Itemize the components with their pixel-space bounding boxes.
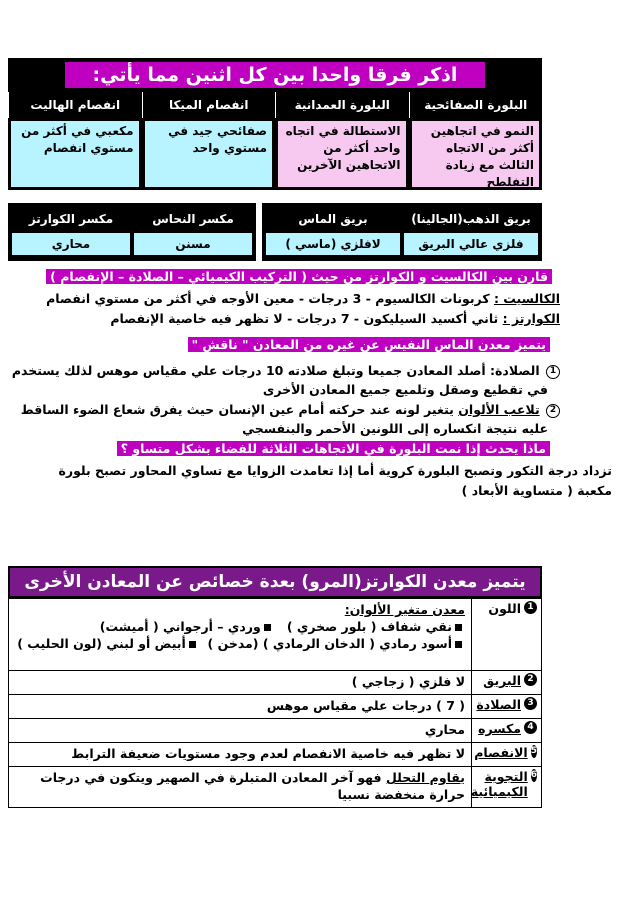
play-of-colors-label: تلاعب الألوان [458,402,540,417]
compare-heading: قارن بين الكالسيت و الكوارتز من حيث ( التركيب الكيميائي – الصلادة – الإنفصام ) [46,268,552,286]
property-value: لا تظهر فيه خاصية الانفصام لعدم وجود مستويات ضعيفة الترابط [71,746,465,761]
hardness-label: الصلادة: [490,363,540,378]
calcite-line [46,290,560,308]
value-copper-fracture: مسنن [134,233,252,255]
table-row [9,599,541,671]
header-columnar-crystal: البلورة العمدانية [275,92,409,118]
crystal-text-1: تزداد درجة التكور وتصبح البلورة كروية أما إذا تعامدت الزوايا مع تساوي المحاور تصبح بلورة [58,463,612,478]
crystal-text-2: مكعبة ( متساوية الأبعاد ) [461,483,612,498]
play-of-colors-text: يتغير لونه عند حركته أمام عين الإنسان حيث يفرق شعاع الضوء الساقط [20,402,454,417]
value-gold-luster: فلزي عالي البريق [404,233,538,255]
color-heading: معدن متغير الألوان: [344,602,465,617]
header-quartz-fracture: مكسر الكوارتز [28,212,114,226]
property-key: 4 مكسره [471,719,541,742]
title-bar [8,58,542,92]
header-mica-cleavage: انفصام الميكا [142,92,276,118]
luster-table [262,203,542,261]
fracture-table [8,203,256,261]
cell-columnar-crystal: الاستطالة في اتجاه واحد أكثر من الاتجاهين الآخرين [278,121,406,187]
table-row [9,767,541,807]
property-key: 2 البريق [471,671,541,694]
property-key: 6 التجوية الكيميائية [471,767,541,807]
quartz-properties-table [8,598,542,808]
number-badge: 2 [546,404,560,418]
quartz-title: يتميز معدن الكوارتز(المرو) بعدة خصائص عن المعادن الأخرى [10,568,540,596]
header-platy-crystal: البلورة الصفائحية [409,92,543,118]
cell-halite-cleavage: مكعبي في أكثر من مستوي انفصام [11,121,139,187]
cell-platy-crystal: النمو في اتجاهين أكثر من الاتجاه الثالث مع زيادة التفلطح [412,121,540,187]
property-value-color [9,599,471,670]
crystal-heading: ماذا يحدث إذا نمت البلورة في الاتجاهات الثلاثة للفضاء بشكل متساو ؟ [117,440,550,458]
property-key: 1 اللون [471,599,541,670]
value-quartz-fracture: محاري [12,233,130,255]
property-value: لا فلزي ( زجاجي ) [351,674,465,689]
table-row [9,719,541,743]
header-gold-luster: بريق الذهب(الجالينا) [411,212,531,226]
diamond-point-1 [12,362,560,380]
calcite-label: الكالسيت : [493,291,560,306]
diamond-heading: يتميز معدن الماس النفيس عن غيره من المعادن " ناقش " [188,336,550,354]
value-diamond-luster: لافلزي (ماسي ) [266,233,400,255]
table-row [9,695,541,719]
header-halite-cleavage: انفصام الهاليت [8,92,142,118]
diamond-point-1-cont: في تقطيع وصقل وتلميع جميع المعادن الأخرى [262,382,548,397]
number-badge: 1 [546,365,560,379]
page-title: اذكر فرقا واحدا بين كل اثنين مما يأتي: [65,62,485,88]
header-diamond-luster: بريق الماس [298,212,368,226]
quartz-label: الكوارتز : [502,311,560,326]
property-key: 5 الانفصام [471,743,541,766]
comparison-body-row [8,118,542,190]
calcite-text: كربونات الكالسيوم - 3 درجات - معين الأوجه في أكثر من مستوي انفصام [46,291,490,306]
cell-mica-cleavage: صفائحي جيد في مستوي واحد [145,121,273,187]
quartz-line [110,310,560,328]
color-items-line-1: نقي شفاف ( بلور صخري ) وردي – أرجواني ( أميشت) [15,618,465,635]
diamond-point-2-cont: عليه نتيجة انكساره إلى اللونين الأحمر والبنفسجي [242,421,548,436]
quartz-title-bar [8,566,542,598]
comparison-header-row [8,92,542,118]
property-value: محاري [424,722,465,737]
property-value: يقاوم التحلل فهو آخر المعادن المتبلرة في الصهير ويتكون في درجات حرارة منخفضة نسبيا [40,770,465,802]
table-row [9,671,541,695]
header-copper-fracture: مكسر النحاس [152,212,234,226]
table-row [9,743,541,767]
diamond-point-2 [21,401,560,419]
color-items-line-2: أسود رمادي ( الدخان الرمادي ) (مدخن ) أبيض أو لبني (لون الحليب ) [15,635,465,652]
hardness-text: أصلد المعادن جميعا وتبلغ صلادته 10 درجات علي مقياس موهس لذلك يستخدم [11,363,486,378]
property-key: 3 الصلادة [471,695,541,718]
quartz-text: ثاني أكسيد السيليكون - 7 درجات - لا تظهر فيه خاصية الإنفصام [110,311,499,326]
property-value: ( 7 ) درجات علي مقياس موهس [266,698,465,713]
